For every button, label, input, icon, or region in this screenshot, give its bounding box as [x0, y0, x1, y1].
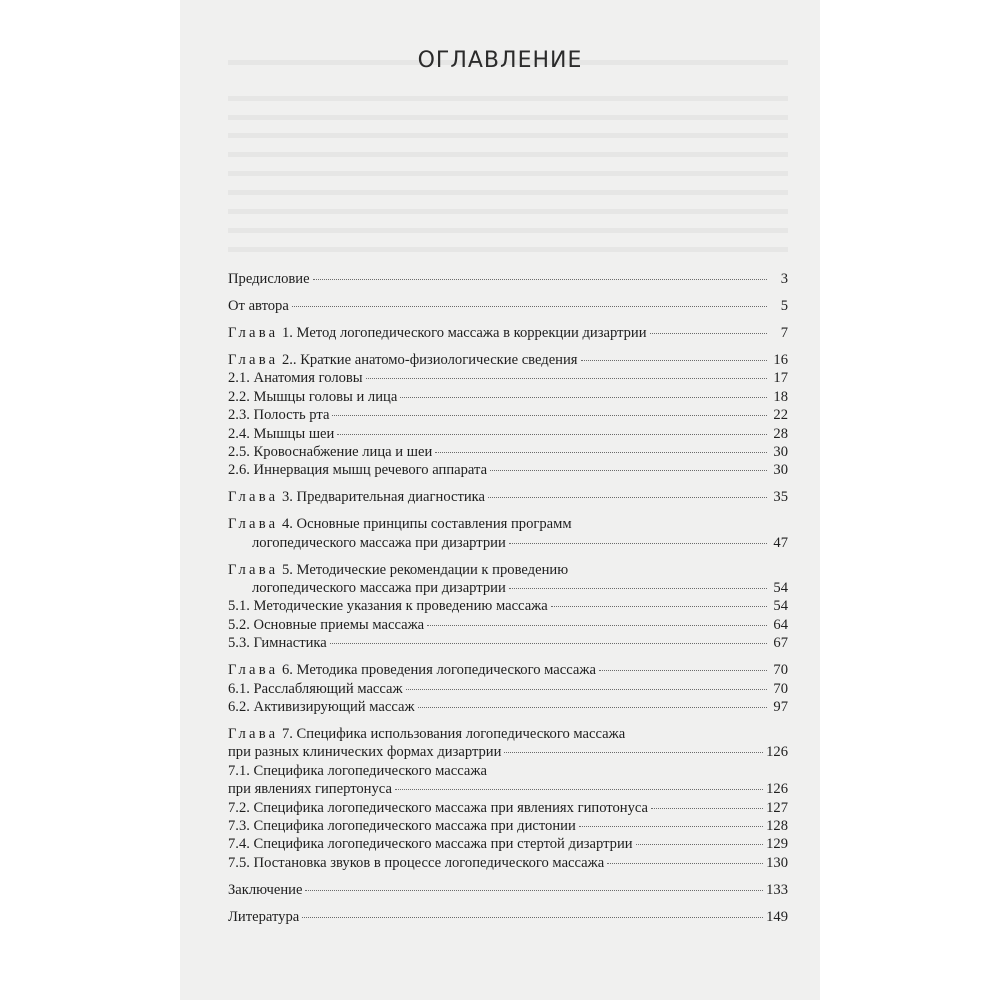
entry-title: От автора — [228, 297, 289, 314]
table-of-contents — [228, 270, 788, 926]
toc-entry-section-7-2[interactable] — [228, 799, 788, 817]
page-number: 129 — [766, 836, 788, 853]
dot-leader — [330, 643, 767, 644]
page-number: 18 — [773, 388, 788, 405]
page-number: 149 — [766, 908, 788, 925]
chapter-title: Специфика использования логопедического массажа — [296, 725, 626, 742]
chapter-word: Глава — [228, 516, 279, 533]
toc-entry-from-author[interactable] — [228, 297, 788, 315]
entry-title: 7.1. Специфика логопедического массажа — [228, 762, 487, 779]
dot-leader — [366, 378, 767, 379]
chapter-word: Глава — [228, 351, 279, 368]
bleed-through-line — [228, 133, 788, 138]
page-number: 70 — [773, 662, 788, 679]
toc-entry-section-7-4[interactable] — [228, 835, 788, 853]
page-number: 7 — [780, 324, 788, 341]
chapter-title: Методика проведения логопедического массажа — [296, 662, 596, 679]
toc-entry-section-7-5[interactable] — [228, 854, 788, 872]
dot-leader — [337, 434, 767, 435]
dot-leader — [509, 543, 767, 544]
entry-title: 2.3. Полость рта — [228, 407, 330, 424]
dot-leader — [435, 452, 767, 453]
dot-leader — [636, 844, 764, 845]
toc-entry-references[interactable] — [228, 908, 788, 926]
dot-leader — [418, 707, 767, 708]
page-number: 5 — [780, 297, 788, 314]
chapter-number: 2.. — [281, 351, 297, 368]
entry-title: 5.2. Основные приемы массажа — [228, 616, 425, 633]
chapter-number: 5. — [281, 561, 293, 578]
dot-leader — [400, 397, 767, 398]
toc-entry-chapter-6[interactable] — [228, 661, 788, 679]
chapter-number: 6. — [281, 662, 293, 679]
dot-leader — [302, 917, 763, 918]
entry-title-continued: логопедического массажа при дизартрии — [252, 534, 506, 551]
entry-title: 2.1. Анатомия головы — [228, 370, 363, 387]
chapter-number: 3. — [281, 489, 293, 506]
page-number: 22 — [773, 407, 788, 424]
dot-leader — [581, 360, 767, 361]
entry-title — [228, 351, 578, 369]
toc-entry-conclusion[interactable] — [228, 881, 788, 899]
bleed-through-line — [228, 152, 788, 157]
dot-leader — [488, 497, 767, 498]
page-number: 47 — [773, 534, 788, 551]
dot-leader — [650, 333, 767, 334]
page-number: 64 — [773, 616, 788, 633]
entry-title: Предисловие — [228, 271, 310, 287]
toc-entry-chapter-4[interactable] — [228, 534, 788, 552]
dot-leader — [504, 752, 763, 753]
toc-title: ОГЛАВЛЕНИЕ — [417, 48, 583, 73]
entry-title: Заключение — [228, 881, 303, 898]
page-number: 30 — [773, 462, 788, 479]
page-number: 3 — [780, 271, 788, 287]
page-number: 54 — [773, 580, 788, 597]
entry-title-continued: логопедического массажа при дизартрии — [252, 580, 506, 597]
toc-entry-chapter-7-line1[interactable] — [228, 725, 788, 743]
dot-leader — [599, 670, 767, 671]
toc-entry-section-5-3[interactable] — [228, 634, 788, 652]
chapter-number: 7. — [281, 725, 293, 742]
book-page — [180, 0, 820, 1000]
page-number: 54 — [773, 598, 788, 615]
page-number: 30 — [773, 443, 788, 460]
entry-title: 2.2. Мышцы головы и лица — [228, 388, 398, 405]
page-number: 35 — [773, 489, 788, 506]
dot-leader — [490, 470, 767, 471]
entry-title-continued: при явлениях гипертонуса — [228, 781, 392, 798]
toc-entry-section-6-1[interactable] — [228, 680, 788, 698]
bleed-through-line — [228, 228, 788, 233]
entry-title: 2.4. Мышцы шеи — [228, 425, 335, 442]
entry-title: 7.2. Специфика логопедического массажа при явлениях гипотонуса — [228, 799, 649, 816]
chapter-title: Метод логопедического массажа в коррекции дизартрии — [296, 324, 647, 341]
bleed-through-line — [228, 190, 788, 195]
toc-entry-preface[interactable] — [228, 270, 788, 288]
entry-title: 2.5. Кровоснабжение лица и шеи — [228, 443, 433, 460]
toc-entry-chapter-1[interactable] — [228, 324, 788, 342]
dot-leader — [406, 689, 767, 690]
chapter-word: Глава — [228, 324, 279, 341]
toc-entry-chapter-5[interactable] — [228, 579, 788, 597]
page-number: 16 — [773, 351, 788, 368]
dot-leader — [427, 625, 767, 626]
dot-leader — [305, 890, 763, 891]
entry-title: 5.3. Гимнастика — [228, 635, 327, 652]
page-number: 67 — [773, 635, 788, 652]
page-number: 70 — [773, 680, 788, 697]
bleed-through-line — [228, 115, 788, 120]
chapter-title: Краткие анатомо-физиологические сведения — [300, 351, 578, 368]
dot-leader — [313, 279, 767, 280]
entry-title — [228, 661, 596, 679]
entry-title: 7.3. Специфика логопедического массажа при дистонии — [228, 817, 576, 834]
dot-leader — [579, 826, 763, 827]
chapter-word: Глава — [228, 725, 279, 742]
toc-entry-section-2-3[interactable] — [228, 406, 788, 424]
toc-entry-chapter-2[interactable] — [228, 351, 788, 369]
entry-title — [228, 488, 485, 506]
entry-title-continued: при разных клинических формах дизартрии — [228, 744, 502, 761]
page-number: 126 — [766, 781, 788, 798]
page-number: 128 — [766, 817, 788, 834]
entry-title: Литература — [228, 908, 300, 925]
entry-title: 6.1. Расслабляющий массаж — [228, 680, 403, 697]
toc-entry-section-5-2[interactable] — [228, 616, 788, 634]
bleed-through-line — [228, 96, 788, 101]
toc-entry-chapter-4-line1[interactable] — [228, 515, 788, 533]
dot-leader — [607, 863, 763, 864]
toc-entry-chapter-3[interactable] — [228, 488, 788, 506]
dot-leader — [332, 415, 767, 416]
chapter-word: Глава — [228, 662, 279, 679]
toc-entry-section-5-1[interactable] — [228, 597, 788, 615]
page-number: 28 — [773, 425, 788, 442]
chapter-word: Глава — [228, 561, 279, 578]
chapter-title: Основные принципы составления программ — [296, 516, 572, 533]
page-number: 130 — [766, 854, 788, 871]
page-number: 127 — [766, 799, 788, 816]
toc-entry-section-7-1-line1[interactable] — [228, 762, 788, 780]
dot-leader — [509, 588, 767, 589]
entry-title: 2.6. Иннервация мышц речевого аппарата — [228, 462, 488, 479]
entry-title: 5.1. Методические указания к проведению массажа — [228, 598, 548, 615]
chapter-title: Предварительная диагностика — [296, 489, 485, 506]
entry-title: 7.5. Постановка звуков в процессе логопедического массажа — [228, 854, 605, 871]
toc-entry-section-2-1[interactable] — [228, 369, 788, 387]
chapter-word: Глава — [228, 489, 279, 506]
chapter-number: 1. — [281, 324, 293, 341]
toc-entry-section-2-5[interactable] — [228, 443, 788, 461]
bleed-through-line — [228, 209, 788, 214]
page-number: 17 — [773, 370, 788, 387]
chapter-title: Методические рекомендации к проведению — [296, 561, 569, 578]
page-number: 97 — [773, 698, 788, 715]
toc-entry-chapter-7[interactable] — [228, 743, 788, 761]
entry-title — [228, 324, 647, 342]
toc-entry-section-7-3[interactable] — [228, 817, 788, 835]
toc-entry-section-7-1[interactable] — [228, 780, 788, 798]
bleed-through-line — [228, 171, 788, 176]
page-number: 133 — [766, 881, 788, 898]
dot-leader — [551, 606, 767, 607]
dot-leader — [651, 808, 763, 809]
toc-entry-section-6-2[interactable] — [228, 698, 788, 716]
toc-entry-section-2-2[interactable] — [228, 388, 788, 406]
dot-leader — [395, 789, 763, 790]
page-number: 126 — [766, 744, 788, 761]
chapter-number: 4. — [281, 516, 293, 533]
bleed-through-line — [228, 247, 788, 252]
entry-title: 6.2. Активизирующий массаж — [228, 698, 415, 715]
toc-entry-chapter-5-line1[interactable] — [228, 561, 788, 579]
dot-leader — [292, 306, 767, 307]
toc-entry-section-2-6[interactable] — [228, 461, 788, 479]
toc-entry-section-2-4[interactable] — [228, 425, 788, 443]
entry-title: 7.4. Специфика логопедического массажа при стертой дизартрии — [228, 836, 633, 853]
